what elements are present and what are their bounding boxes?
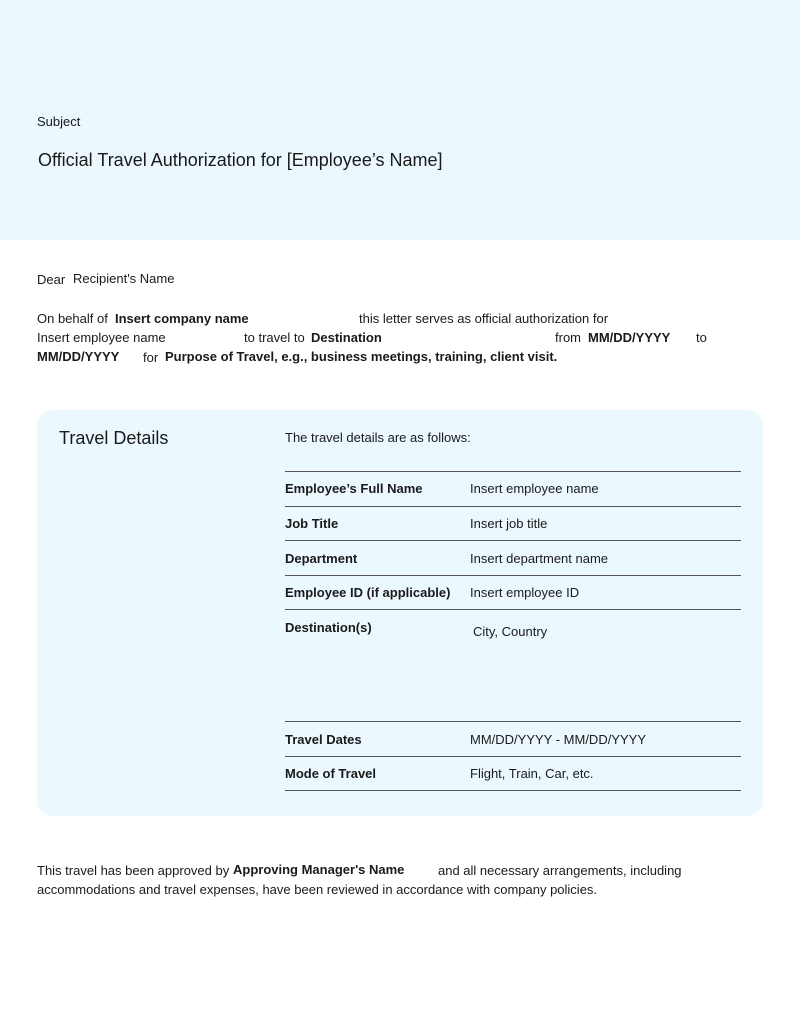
divider <box>285 540 741 541</box>
row-value-department[interactable]: Insert department name <box>470 551 609 566</box>
row-value-travel-dates[interactable]: MM/DD/YYYY - MM/DD/YYYY <box>470 732 647 747</box>
row-value-full-name[interactable]: Insert employee name <box>470 481 599 496</box>
row-label-destinations: Destination(s) <box>285 620 372 635</box>
to-text: to <box>696 330 707 345</box>
purpose-field[interactable]: Purpose of Travel, e.g., business meetings, training, client visit. <box>165 349 558 364</box>
divider <box>285 756 741 757</box>
dear-text: Dear <box>37 272 66 287</box>
row-label-mode-of-travel: Mode of Travel <box>285 766 377 781</box>
destination-field[interactable]: Destination <box>311 330 382 345</box>
row-value-job-title[interactable]: Insert job title <box>470 516 548 531</box>
divider <box>285 721 741 722</box>
travel-details-title: Travel Details <box>59 428 169 448</box>
company-name-field[interactable]: Insert company name <box>115 311 249 326</box>
approval-suffix: and all necessary arrangements, including <box>438 863 682 878</box>
employee-name-field[interactable]: Insert employee name <box>37 330 166 345</box>
row-label-department: Department <box>285 551 358 566</box>
on-behalf-text: On behalf of <box>37 311 108 326</box>
travel-details-intro: The travel details are as follows: <box>285 430 471 445</box>
row-label-full-name: Employee’s Full Name <box>285 481 423 496</box>
row-value-mode-of-travel[interactable]: Flight, Train, Car, etc. <box>470 766 594 781</box>
row-value-destinations[interactable]: City, Country <box>473 624 548 639</box>
divider <box>285 471 741 472</box>
approval-line-2: accommodations and travel expenses, have been reviewed in accordance with company policies. <box>37 882 598 897</box>
to-travel-to-text: to travel to <box>244 330 305 345</box>
start-date-field[interactable]: MM/DD/YYYY <box>588 330 671 345</box>
from-text: from <box>555 330 581 345</box>
divider <box>285 790 741 791</box>
divider <box>285 506 741 507</box>
divider <box>285 609 741 610</box>
for-text: for <box>143 350 159 365</box>
row-label-job-title: Job Title <box>285 516 339 531</box>
row-label-travel-dates: Travel Dates <box>285 732 362 747</box>
header-band <box>0 0 800 240</box>
serves-as-text: this letter serves as official authorization for <box>359 311 609 326</box>
row-label-employee-id: Employee ID (if applicable) <box>285 585 451 600</box>
subject-title: Official Travel Authorization for [Employee’s Name] <box>38 150 443 170</box>
manager-name-field[interactable]: Approving Manager's Name <box>233 862 405 877</box>
recipient-name-field[interactable]: Recipient's Name <box>73 271 175 286</box>
approval-prefix: This travel has been approved by <box>37 863 230 878</box>
divider <box>285 575 741 576</box>
row-value-employee-id[interactable]: Insert employee ID <box>470 585 580 600</box>
end-date-field[interactable]: MM/DD/YYYY <box>37 349 120 364</box>
subject-label: Subject <box>37 114 81 129</box>
